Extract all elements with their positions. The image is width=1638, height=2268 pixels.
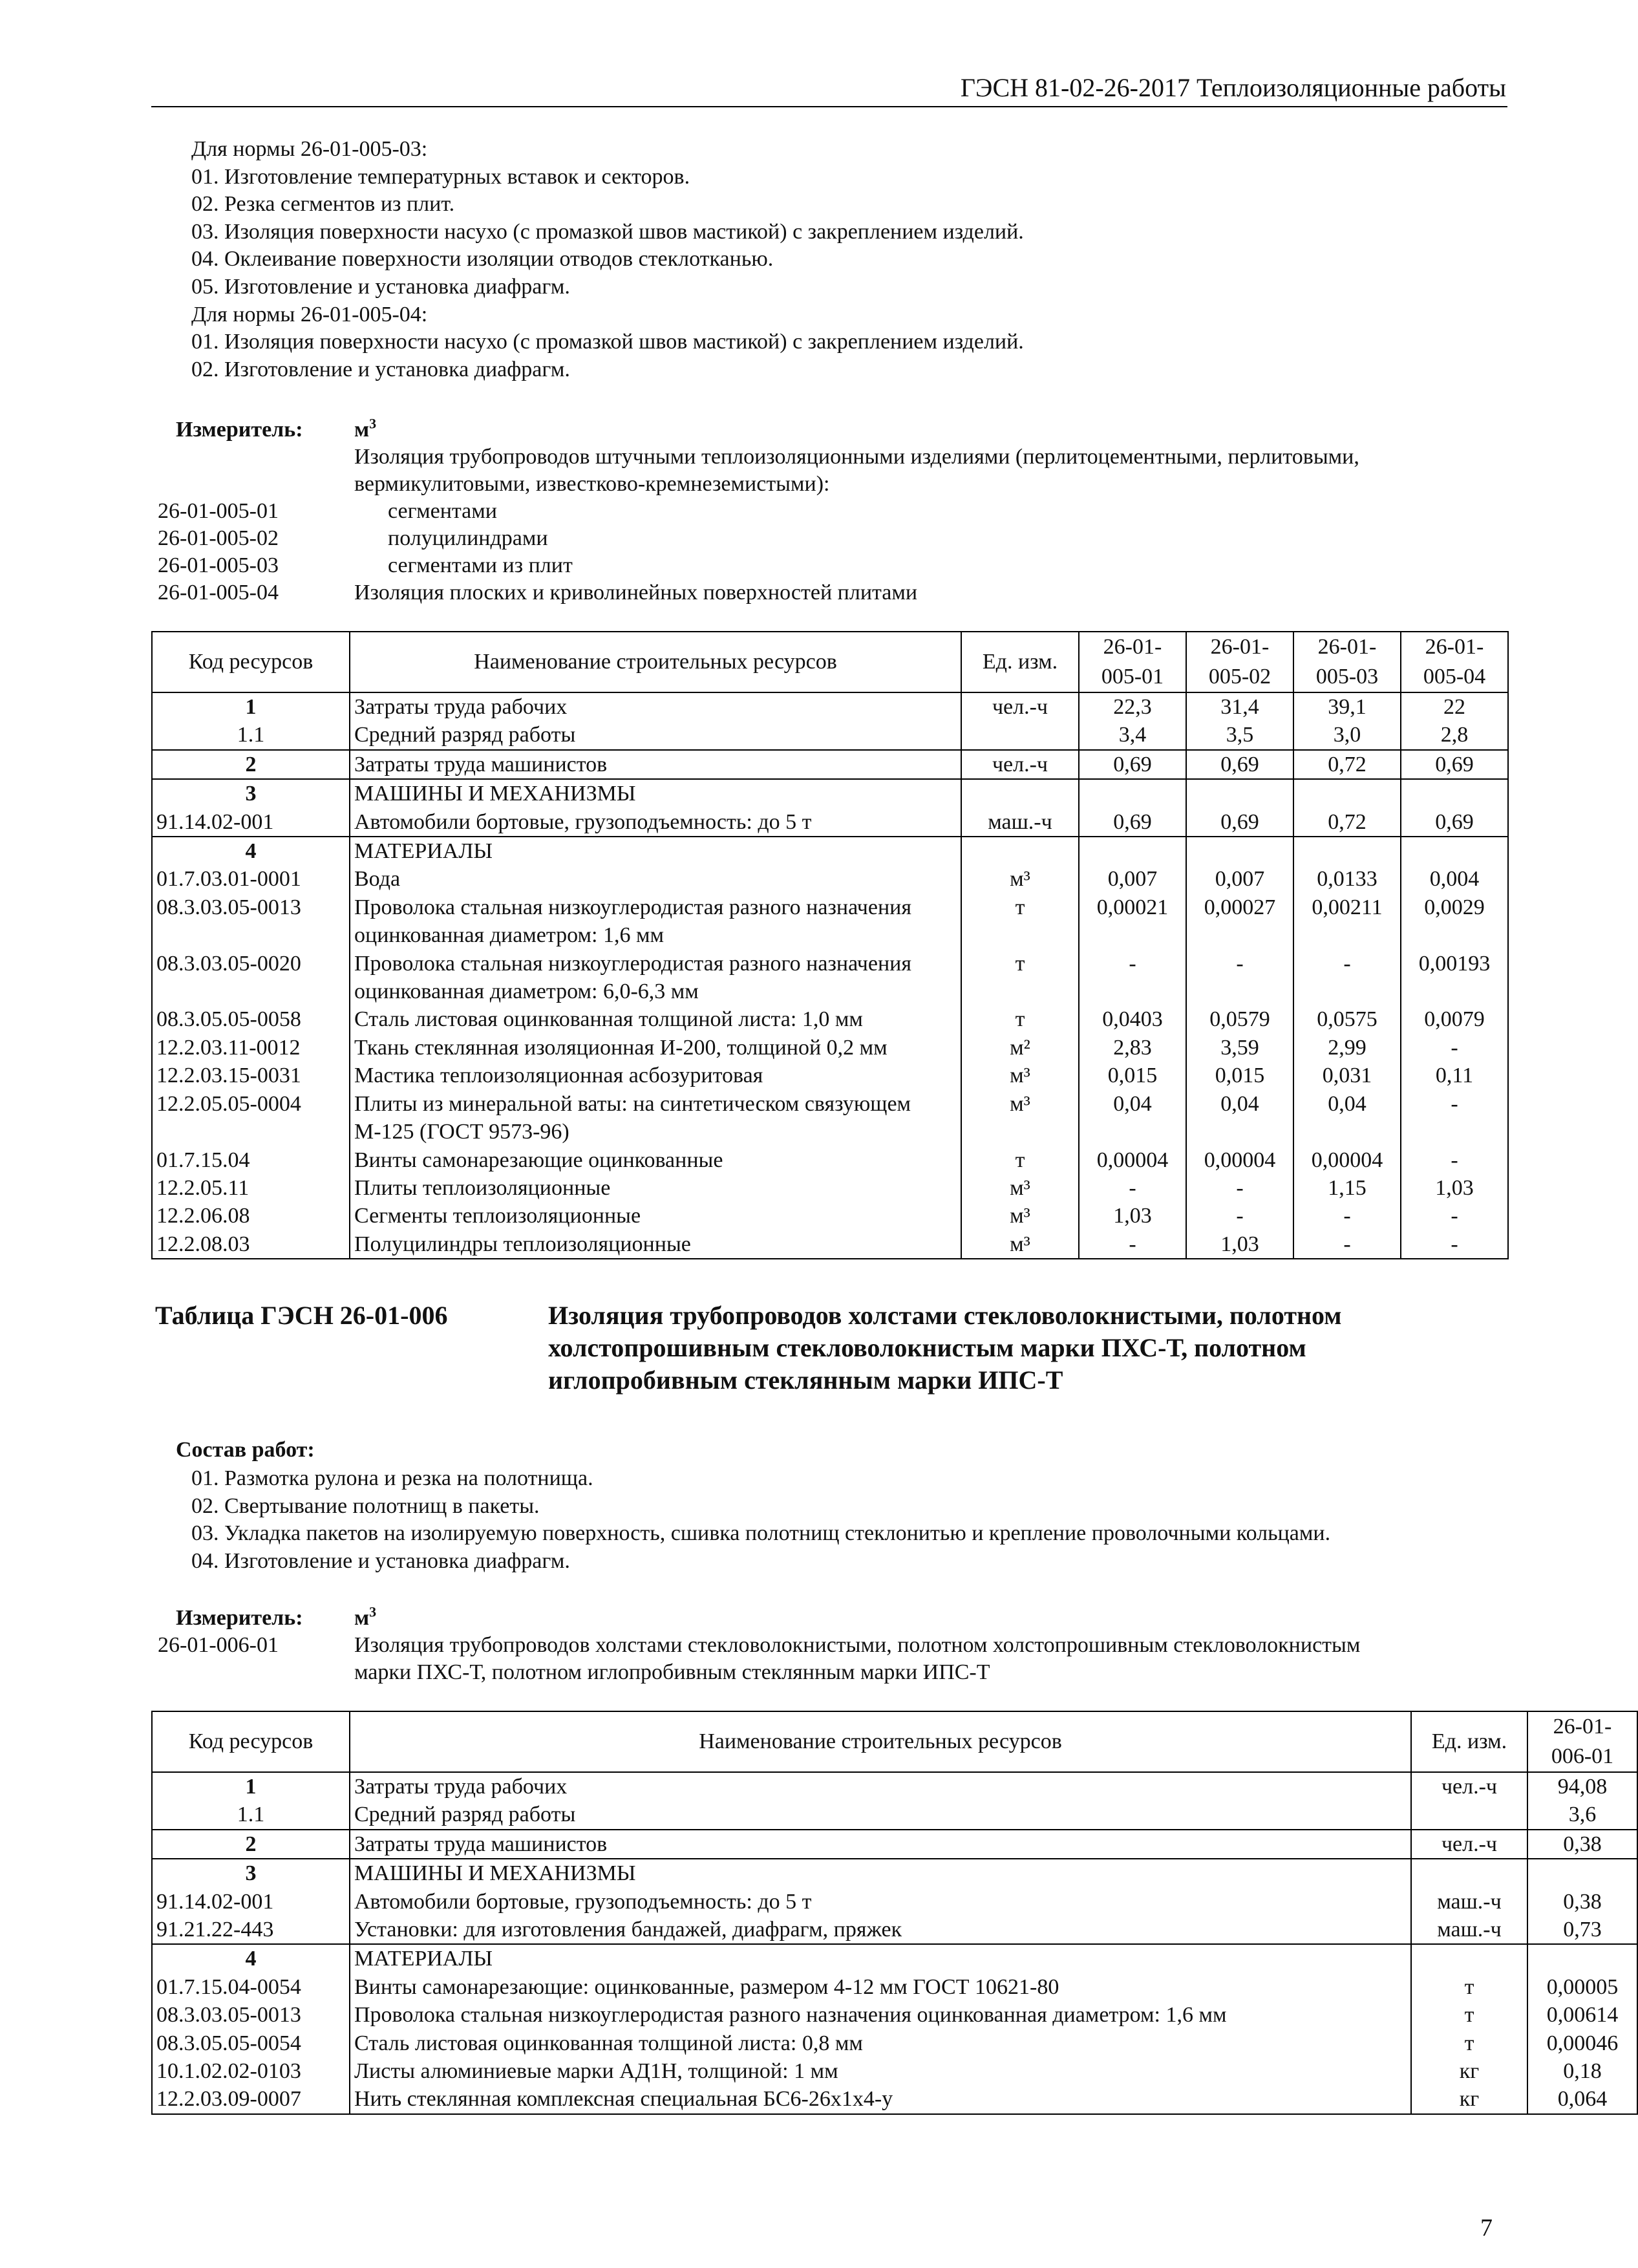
- table-row: [152, 1202, 1508, 1230]
- table-row: [152, 2001, 1637, 2029]
- header-norm-col: [1186, 632, 1293, 692]
- measure-unit: $м^3$: [354, 1603, 377, 1630]
- norm-code: 26-01-006-01: [158, 1633, 279, 1657]
- table-row: [152, 1830, 1637, 1859]
- cell-value: [1293, 837, 1401, 865]
- header-line: 005-04: [1423, 665, 1486, 689]
- table-row: [152, 1944, 1637, 1973]
- cell-code: 3: [152, 779, 350, 808]
- cell-unit: т: [961, 893, 1079, 950]
- cell-unit: т: [961, 1005, 1079, 1033]
- cell-value: 0,00021: [1079, 893, 1186, 950]
- header-line: 26-01-: [1103, 635, 1162, 659]
- cell-unit: т: [1411, 1973, 1527, 2001]
- cell-code: 01.7.15.04: [152, 1146, 350, 1174]
- cell-value: -: [1401, 1034, 1508, 1062]
- table-row: [152, 1888, 1637, 1916]
- cell-value: [1527, 1859, 1637, 1887]
- cell-name: Затраты труда машинистов: [350, 750, 961, 779]
- cell-code: 08.3.03.05-0013: [152, 2001, 350, 2029]
- cell-value: 0,18: [1527, 2057, 1637, 2085]
- cell-value: -: [1401, 1146, 1508, 1174]
- cell-unit: [1411, 1944, 1527, 1973]
- cell-value: 0,73: [1527, 1916, 1637, 1944]
- measure-description: вермикулитовыми, известково-кремнеземистыми):: [354, 472, 830, 496]
- cell-value: 0,69: [1401, 750, 1508, 779]
- cell-name: Винты самонарезающие оцинкованные: [350, 1146, 961, 1174]
- cell-unit: кг: [1411, 2057, 1527, 2085]
- header-unit: Ед. изм.: [1411, 1711, 1527, 1772]
- text-line: 03. Укладка пакетов на изолируемую поверхность, сшивка полотнищ стеклонитью и крепление проволочными кольцами.: [191, 1521, 1331, 1546]
- cell-value: 31,4: [1186, 692, 1293, 721]
- cell-value: 0,00004: [1186, 1146, 1293, 1174]
- norm-code: 26-01-005-04: [158, 581, 279, 604]
- header-code: Код ресурсов: [152, 632, 350, 692]
- cell-code: 1.1: [152, 721, 350, 749]
- cell-name: Ткань стеклянная изоляционная И-200, толщиной 0,2 мм: [350, 1034, 961, 1062]
- header-rule: [151, 106, 1507, 107]
- text-line: 03. Изоляция поверхности насухо (с промазкой швов мастикой) с закреплением изделий.: [191, 219, 1024, 244]
- cell-name: Автомобили бортовые, грузоподъемность: до 5 т: [350, 808, 961, 837]
- header-norm-col: [1527, 1711, 1637, 1772]
- cell-unit: чел.-ч: [1411, 1772, 1527, 1801]
- text-line: 01. Изоляция поверхности насухо (с промазкой швов мастикой) с закреплением изделий.: [191, 330, 1024, 354]
- text-line: 02. Свертывание полотнищ в пакеты.: [191, 1493, 540, 1518]
- cell-name: Листы алюминиевые марки АД1Н, толщиной: 1 мм: [350, 2057, 1411, 2085]
- cell-value: -: [1401, 1202, 1508, 1230]
- cell-value: 0,0575: [1293, 1005, 1401, 1033]
- cell-value: 0,0403: [1079, 1005, 1186, 1033]
- cell-code: 2: [152, 750, 350, 779]
- cell-code: 3: [152, 1859, 350, 1887]
- cell-unit: чел.-ч: [961, 750, 1079, 779]
- cell-value: 3,59: [1186, 1034, 1293, 1062]
- table-row: [152, 1916, 1637, 1944]
- cell-value: [1293, 779, 1401, 808]
- cell-value: -: [1186, 1174, 1293, 1202]
- cell-name: Затраты труда машинистов: [350, 1830, 1411, 1859]
- cell-code: 12.2.03.15-0031: [152, 1062, 350, 1089]
- cell-value: 0,00004: [1293, 1146, 1401, 1174]
- header-norm-col: [1079, 632, 1186, 692]
- cell-name: Проволока стальная низкоуглеродистая разного назначения оцинкованная диаметром: 1,6 мм: [350, 2001, 1411, 2029]
- cell-name: Проволока стальная низкоуглеродистая разного назначения оцинкованная диаметром: 6,0-6,3 мм: [350, 950, 961, 1006]
- header-line: 005-01: [1101, 665, 1164, 689]
- cell-name: Вода: [350, 865, 961, 893]
- cell-unit: чел.-ч: [961, 692, 1079, 721]
- cell-value: 3,5: [1186, 721, 1293, 749]
- cell-value: [1079, 837, 1186, 865]
- cell-name: Мастика теплоизоляционная асбозуритовая: [350, 1062, 961, 1089]
- table-row: [152, 1174, 1508, 1202]
- cell-code: 08.3.05.05-0058: [152, 1005, 350, 1033]
- cell-unit: м³: [961, 1062, 1079, 1089]
- cell-value: -: [1079, 1174, 1186, 1202]
- cell-value: 0,00005: [1527, 1973, 1637, 2001]
- cell-name: Затраты труда рабочих: [350, 692, 961, 721]
- cell-value: 0,0133: [1293, 865, 1401, 893]
- resources-table-26-01-006: [151, 1711, 1638, 2115]
- cell-value: 0,004: [1401, 865, 1508, 893]
- cell-name: МАШИНЫ И МЕХАНИЗМЫ: [350, 1859, 1411, 1887]
- table-row: [152, 1090, 1508, 1146]
- text-line: 02. Резка сегментов из плит.: [191, 192, 455, 217]
- table-row: [152, 692, 1508, 721]
- cell-value: 0,00211: [1293, 893, 1401, 950]
- table-row: [152, 1801, 1637, 1829]
- cell-code: 1: [152, 692, 350, 721]
- header-unit: Ед. изм.: [961, 632, 1079, 692]
- cell-value: -: [1079, 950, 1186, 1006]
- cell-value: 1,03: [1186, 1230, 1293, 1259]
- cell-name: МАТЕРИАЛЫ: [350, 1944, 1411, 1973]
- cell-unit: маш.-ч: [1411, 1916, 1527, 1944]
- table-row: [152, 1062, 1508, 1089]
- norm-name: Изоляция плоских и криволинейных поверхностей плитами: [354, 581, 918, 604]
- cell-value: -: [1186, 1202, 1293, 1230]
- table-title: [548, 1300, 1342, 1396]
- cell-name: Установки: для изготовления бандажей, диафрагм, пряжек: [350, 1916, 1411, 1944]
- table-row: [152, 1034, 1508, 1062]
- table-title-line: иглопробивным стеклянным марки ИПС-Т: [548, 1365, 1063, 1395]
- cell-name: Сталь листовая оцинкованная толщиной листа: 0,8 мм: [350, 2029, 1411, 2057]
- cell-name: МАТЕРИАЛЫ: [350, 837, 961, 865]
- table-row: [152, 950, 1508, 1006]
- cell-value: -: [1293, 1230, 1401, 1259]
- cell-unit: маш.-ч: [961, 808, 1079, 837]
- cell-unit: [961, 837, 1079, 865]
- cell-value: 39,1: [1293, 692, 1401, 721]
- header-line: 26-01-: [1425, 635, 1484, 659]
- cell-code: 91.14.02-001: [152, 808, 350, 837]
- cell-value: 1,15: [1293, 1174, 1401, 1202]
- header-line: 26-01-: [1317, 635, 1377, 659]
- table-row: [152, 2057, 1637, 2085]
- page-number: 7: [1480, 2214, 1493, 2241]
- table-label: Таблица ГЭСН 26-01-006: [155, 1301, 448, 1330]
- table-row: [152, 721, 1508, 749]
- cell-value: 2,8: [1401, 721, 1508, 749]
- table-row: [152, 1005, 1508, 1033]
- header-name: Наименование строительных ресурсов: [350, 1711, 1411, 1772]
- cell-value: 0,015: [1186, 1062, 1293, 1089]
- cell-value: 22,3: [1079, 692, 1186, 721]
- cell-code: 08.3.03.05-0020: [152, 950, 350, 1006]
- cell-code: 10.1.02.02-0103: [152, 2057, 350, 2085]
- cell-value: -: [1401, 1090, 1508, 1146]
- cell-value: 2,83: [1079, 1034, 1186, 1062]
- cell-value: [1186, 837, 1293, 865]
- cell-code: 12.2.03.11-0012: [152, 1034, 350, 1062]
- cell-value: 0,38: [1527, 1830, 1637, 1859]
- cell-value: 0,69: [1079, 808, 1186, 837]
- cell-name: Нить стеклянная комплексная специальная БС6-26х1х4-у: [350, 2085, 1411, 2113]
- cell-unit: м³: [961, 1174, 1079, 1202]
- measure-description: Изоляция трубопроводов штучными теплоизоляционными изделиями (перлитоцементными, перлитовыми,: [354, 445, 1359, 469]
- cell-value: 0,00193: [1401, 950, 1508, 1006]
- cell-value: 0,064: [1527, 2085, 1637, 2113]
- text-line: 04. Изготовление и установка диафрагм.: [191, 1548, 570, 1573]
- work-composition: [191, 1465, 1330, 1575]
- cell-value: 0,007: [1186, 865, 1293, 893]
- cell-value: 0,04: [1186, 1090, 1293, 1146]
- cell-name: Средний разряд работы: [350, 721, 961, 749]
- cell-value: [1401, 779, 1508, 808]
- table-row: [152, 2029, 1637, 2057]
- cell-value: 0,00614: [1527, 2001, 1637, 2029]
- measure-label: Измеритель:: [176, 418, 303, 442]
- cell-code: 1: [152, 1772, 350, 1801]
- cell-value: 0,031: [1293, 1062, 1401, 1089]
- cell-value: 0,72: [1293, 808, 1401, 837]
- cell-value: -: [1293, 1202, 1401, 1230]
- cell-value: 0,69: [1401, 808, 1508, 837]
- cell-value: 1,03: [1401, 1174, 1508, 1202]
- table-row: [152, 1230, 1508, 1259]
- text-line: 05. Изготовление и установка диафрагм.: [191, 274, 570, 299]
- cell-value: 3,4: [1079, 721, 1186, 749]
- norm-name: сегментами: [388, 499, 497, 523]
- text-line: 01. Изготовление температурных вставок и секторов.: [191, 164, 690, 189]
- cell-unit: чел.-ч: [1411, 1830, 1527, 1859]
- cell-value: 0,015: [1079, 1062, 1186, 1089]
- text-line: 02. Изготовление и установка диафрагм.: [191, 357, 570, 381]
- cell-code: 2: [152, 1830, 350, 1859]
- cell-value: [1186, 779, 1293, 808]
- cell-code: 01.7.15.04-0054: [152, 1973, 350, 2001]
- cell-value: -: [1079, 1230, 1186, 1259]
- cell-code: 12.2.06.08: [152, 1202, 350, 1230]
- cell-value: 0,00046: [1527, 2029, 1637, 2057]
- cell-name: Полуцилиндры теплоизоляционные: [350, 1230, 961, 1259]
- cell-name: Плиты из минеральной ваты: на синтетическом связующем М-125 (ГОСТ 9573-96): [350, 1090, 961, 1146]
- cell-value: -: [1401, 1230, 1508, 1259]
- header-line: 26-01-: [1210, 635, 1270, 659]
- cell-code: 12.2.08.03: [152, 1230, 350, 1259]
- cell-unit: м³: [961, 865, 1079, 893]
- cell-value: 3,6: [1527, 1801, 1637, 1829]
- cell-unit: т: [1411, 2001, 1527, 2029]
- cell-name: Затраты труда рабочих: [350, 1772, 1411, 1801]
- table-row: [152, 750, 1508, 779]
- cell-code: 4: [152, 837, 350, 865]
- cell-unit: кг: [1411, 2085, 1527, 2113]
- cell-value: -: [1186, 950, 1293, 1006]
- cell-value: 0,04: [1293, 1090, 1401, 1146]
- cell-value: 0,0079: [1401, 1005, 1508, 1033]
- cell-value: 0,00027: [1186, 893, 1293, 950]
- cell-value: 0,00004: [1079, 1146, 1186, 1174]
- cell-unit: [961, 721, 1079, 749]
- cell-name: Автомобили бортовые, грузоподъемность: до 5 т: [350, 1888, 1411, 1916]
- cell-unit: [1411, 1859, 1527, 1887]
- cell-value: 0,72: [1293, 750, 1401, 779]
- measure-description: Изоляция трубопроводов холстами стекловолокнистыми, полотном холстопрошивным стекловолокнистым: [354, 1633, 1361, 1657]
- norm-code: 26-01-005-03: [158, 553, 279, 577]
- cell-value: 0,11: [1401, 1062, 1508, 1089]
- header-code: Код ресурсов: [152, 1711, 350, 1772]
- table-row: [152, 837, 1508, 865]
- cell-value: 0,38: [1527, 1888, 1637, 1916]
- running-header: ГЭСН 81-02-26-2017 Теплоизоляционные работы: [960, 73, 1506, 102]
- cell-code: 91.21.22-443: [152, 1916, 350, 1944]
- cell-name: Сегменты теплоизоляционные: [350, 1202, 961, 1230]
- cell-unit: м²: [961, 1034, 1079, 1062]
- header-line: 006-01: [1551, 1744, 1614, 1768]
- table-row: [152, 1973, 1637, 2001]
- cell-value: [1527, 1944, 1637, 1973]
- table-row: [152, 2085, 1637, 2113]
- cell-unit: [1411, 1801, 1527, 1829]
- cell-value: [1401, 837, 1508, 865]
- measure-unit: $м^3$: [354, 415, 377, 442]
- norm-name: полуцилиндрами: [388, 526, 548, 550]
- cell-code: 12.2.05.05-0004: [152, 1090, 350, 1146]
- cell-code: 91.14.02-001: [152, 1888, 350, 1916]
- cell-code: 08.3.05.05-0054: [152, 2029, 350, 2057]
- text-line: 04. Оклеивание поверхности изоляции отводов стеклотканью.: [191, 247, 774, 272]
- cell-value: 0,04: [1079, 1090, 1186, 1146]
- cell-unit: [961, 779, 1079, 808]
- header-name: Наименование строительных ресурсов: [350, 632, 961, 692]
- table-row: [152, 865, 1508, 893]
- header-line: 005-02: [1208, 665, 1271, 689]
- cell-value: 94,08: [1527, 1772, 1637, 1801]
- cell-value: 0,69: [1186, 750, 1293, 779]
- cell-name: Средний разряд работы: [350, 1801, 1411, 1829]
- text-line: Для нормы 26-01-005-03:: [191, 137, 428, 161]
- cell-code: 08.3.03.05-0013: [152, 893, 350, 950]
- table-row: [152, 1146, 1508, 1174]
- table-title-line: холстопрошивным стекловолокнистым марки ПХС-Т, полотном: [548, 1333, 1306, 1362]
- table-row: [152, 1772, 1637, 1801]
- cell-unit: м³: [961, 1202, 1079, 1230]
- cell-value: 0,007: [1079, 865, 1186, 893]
- table-title-line: Изоляция трубопроводов холстами стекловолокнистыми, полотном: [548, 1301, 1342, 1330]
- cell-code: 4: [152, 1944, 350, 1973]
- table-row: [152, 779, 1508, 808]
- cell-value: 1,03: [1079, 1202, 1186, 1230]
- cell-unit: м³: [961, 1090, 1079, 1146]
- cell-value: 22: [1401, 692, 1508, 721]
- work-composition-label: Состав работ:: [176, 1438, 315, 1462]
- text-line: Для нормы 26-01-005-04:: [191, 302, 428, 326]
- header-norm-col: [1293, 632, 1401, 692]
- resources-table-26-01-005: [151, 631, 1509, 1259]
- cell-code: 1.1: [152, 1801, 350, 1829]
- cell-code: 12.2.05.11: [152, 1174, 350, 1202]
- cell-name: МАШИНЫ И МЕХАНИЗМЫ: [350, 779, 961, 808]
- header-norm-col: [1401, 632, 1508, 692]
- cell-value: 3,0: [1293, 721, 1401, 749]
- norm-name: сегментами из плит: [388, 553, 573, 577]
- cell-unit: м³: [961, 1230, 1079, 1259]
- cell-name: Сталь листовая оцинкованная толщиной листа: 1,0 мм: [350, 1005, 961, 1033]
- cell-code: 01.7.03.01-0001: [152, 865, 350, 893]
- cell-value: -: [1293, 950, 1401, 1006]
- cell-value: 0,0029: [1401, 893, 1508, 950]
- measure-description: марки ПХС-Т, полотном иглопробивным стеклянным марки ИПС-Т: [354, 1660, 990, 1684]
- cell-unit: т: [1411, 2029, 1527, 2057]
- measure-label: Измеритель:: [176, 1606, 303, 1630]
- cell-value: 0,69: [1186, 808, 1293, 837]
- norm-code: 26-01-005-02: [158, 526, 279, 550]
- header-line: 26-01-: [1553, 1715, 1612, 1738]
- norm-code: 26-01-005-01: [158, 499, 279, 523]
- table-row: [152, 808, 1508, 837]
- cell-unit: т: [961, 1146, 1079, 1174]
- cell-value: 0,0579: [1186, 1005, 1293, 1033]
- cell-name: Плиты теплоизоляционные: [350, 1174, 961, 1202]
- cell-name: Винты самонарезающие: оцинкованные, размером 4-12 мм ГОСТ 10621-80: [350, 1973, 1411, 2001]
- cell-unit: т: [961, 950, 1079, 1006]
- cell-code: 12.2.03.09-0007: [152, 2085, 350, 2113]
- work-composition-continued: [191, 136, 1024, 383]
- cell-value: 2,99: [1293, 1034, 1401, 1062]
- text-line: 01. Размотка рулона и резка на полотнища.: [191, 1466, 593, 1490]
- cell-value: [1079, 779, 1186, 808]
- cell-value: 0,69: [1079, 750, 1186, 779]
- table-row: [152, 893, 1508, 950]
- header-line: 005-03: [1315, 665, 1379, 689]
- cell-name: Проволока стальная низкоуглеродистая разного назначения оцинкованная диаметром: 1,6 мм: [350, 893, 961, 950]
- cell-unit: маш.-ч: [1411, 1888, 1527, 1916]
- table-row: [152, 1859, 1637, 1887]
